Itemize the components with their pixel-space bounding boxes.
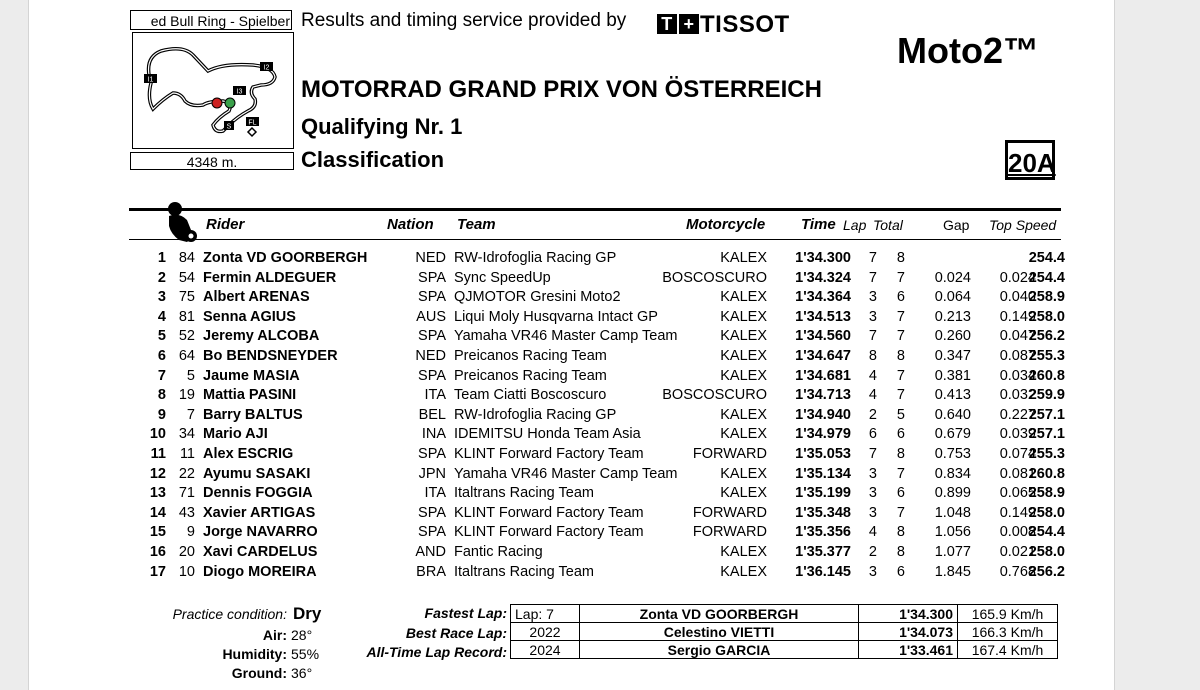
top-speed: 254.4 (1028, 524, 1065, 541)
best-lap-number: 3 (868, 485, 877, 502)
total-laps: 5 (896, 406, 905, 423)
team-name: RW-Idrofoglia Racing GP (454, 406, 617, 423)
air-value: 28° (291, 627, 313, 643)
position: 8 (157, 387, 166, 404)
air-label: Air: (262, 627, 287, 643)
total-laps: 8 (896, 544, 905, 560)
result-row (29, 368, 1114, 388)
rider-name: Xavier ARTIGAS (203, 504, 316, 521)
total-laps: 6 (896, 289, 905, 306)
lap-time: 1'34.940 (795, 406, 851, 423)
nation: BEL (418, 406, 446, 423)
rider-name: Mattia PASINI (203, 387, 297, 404)
nation: ITA (424, 387, 446, 404)
motorcycle: FORWARD (692, 504, 767, 521)
position: 4 (157, 308, 166, 325)
position: 12 (149, 465, 166, 482)
humidity-value: 55% (291, 646, 320, 662)
rider-name: Mario AJI (203, 426, 268, 443)
rider-name: Jorge NAVARRO (203, 524, 318, 541)
result-row (29, 485, 1114, 505)
event-title: MOTORRAD GRAND PRIX VON ÖSTERREICH (301, 76, 822, 103)
result-row (29, 564, 1114, 584)
nation: ITA (424, 485, 446, 502)
rider-number: 81 (178, 308, 195, 325)
rider-name: Zonta VD GOORBERGH (203, 250, 368, 266)
result-row (29, 466, 1114, 486)
gap-to-previous: 0.081 (999, 465, 1036, 482)
total-laps: 7 (896, 387, 905, 404)
document-page (28, 0, 1115, 690)
rider-name: Jeremy ALCOBA (203, 328, 320, 345)
total-laps: 8 (896, 250, 905, 266)
rider-number: 22 (178, 465, 195, 482)
best-lap-number: 3 (868, 308, 877, 325)
nation: SPA (418, 446, 446, 462)
position: 15 (149, 524, 166, 541)
rider-name: Fermin ALDEGUER (203, 269, 337, 286)
gap-to-first: 0.413 (934, 387, 971, 404)
total-laps: 7 (896, 328, 905, 345)
rider-name: Senna AGIUS (203, 308, 296, 325)
rider-number: 84 (178, 250, 195, 266)
header-bottom-rule (129, 239, 1061, 240)
nation: NED (415, 250, 446, 266)
top-speed: 254.4 (1028, 269, 1065, 286)
col-header-gap: Gap (943, 217, 970, 233)
team-name: Team Ciatti Boscoscuro (454, 387, 607, 404)
result-row (29, 348, 1114, 368)
result-row (29, 328, 1114, 348)
best-lap-number: 7 (868, 328, 877, 345)
top-speed: 260.8 (1028, 367, 1065, 384)
motorcycle: KALEX (720, 328, 767, 345)
team-name: Liqui Moly Husqvarna Intact GP (454, 308, 658, 325)
team-name: Preicanos Racing Team (454, 367, 607, 384)
result-row (29, 446, 1114, 466)
total-laps: 7 (896, 465, 905, 482)
all-time-lap-record-label: All-Time Lap Record: (366, 644, 507, 660)
document-type: Classification (301, 147, 445, 172)
svg-text:FL: FL (248, 119, 257, 127)
gap-to-previous: 0.032 (999, 387, 1036, 404)
lap-time: 1'34.364 (795, 289, 851, 306)
result-row (29, 270, 1114, 290)
nation: INA (421, 426, 446, 443)
plus-icon: + (679, 14, 699, 34)
team-name: Sync SpeedUp (454, 269, 551, 286)
rider-number: 9 (186, 524, 195, 541)
nation: SPA (418, 328, 446, 345)
team-name: KLINT Forward Factory Team (454, 524, 644, 541)
swiss-cross-icon: T (657, 14, 677, 34)
rider-name: Albert ARENAS (203, 289, 310, 306)
result-row (29, 387, 1114, 407)
rider-name: Xavi CARDELUS (203, 544, 318, 560)
position: 9 (157, 406, 166, 423)
col-header-top-speed: Top Speed (989, 217, 1057, 233)
position: 6 (157, 348, 166, 364)
position: 1 (157, 250, 166, 266)
best-lap-number: 3 (868, 465, 877, 482)
humidity-label: Humidity: (222, 646, 287, 662)
top-speed: 260.8 (1028, 465, 1065, 482)
top-speed: 257.1 (1028, 426, 1065, 443)
lap-time: 1'36.145 (795, 563, 851, 580)
total-laps: 8 (896, 348, 905, 364)
motorcycle: KALEX (720, 465, 767, 482)
lap-time: 1'35.199 (795, 485, 851, 502)
gap-to-previous: 0.034 (999, 367, 1036, 384)
rider-number: 11 (179, 446, 195, 462)
rider-number: 52 (178, 328, 195, 345)
top-speed: 258.9 (1028, 289, 1065, 306)
result-row (29, 524, 1114, 544)
team-name: Preicanos Racing Team (454, 348, 607, 364)
motorcycle: KALEX (720, 348, 767, 364)
position: 5 (157, 328, 166, 345)
top-speed: 255.3 (1028, 348, 1065, 364)
position: 10 (149, 426, 166, 443)
nation: SPA (418, 289, 446, 306)
rider-number: 54 (178, 269, 195, 286)
total-laps: 7 (896, 269, 905, 286)
gap-to-first: 0.064 (934, 289, 971, 306)
svg-text:I1: I1 (147, 76, 154, 84)
col-header-motorcycle: Motorcycle (686, 216, 766, 233)
document-code: 20A (1005, 140, 1055, 180)
svg-text:I3: I3 (236, 88, 243, 96)
timing-service-text: Results and timing service provided by (301, 10, 627, 31)
rider-name: Barry BALTUS (203, 406, 303, 423)
gap-to-first: 0.024 (934, 269, 971, 286)
gap-to-previous: 0.040 (999, 289, 1036, 306)
best-race-lap-label: Best Race Lap: (405, 625, 507, 641)
lap-time: 1'34.647 (795, 348, 851, 364)
col-header-nation: Nation (387, 216, 434, 233)
best-lap-number: 3 (868, 504, 877, 521)
position: 3 (157, 289, 166, 306)
total-laps: 6 (896, 426, 905, 443)
gap-to-first: 1.077 (934, 544, 971, 560)
rider-number: 64 (178, 348, 195, 364)
gap-to-first: 0.381 (934, 367, 971, 384)
gap-to-first: 0.834 (934, 465, 971, 482)
rider-number: 43 (178, 504, 195, 521)
lap-time: 1'34.560 (795, 328, 851, 345)
best-lap-number: 3 (868, 289, 877, 306)
records-table (510, 604, 1058, 659)
best-lap-number: 7 (868, 250, 877, 266)
team-name: Yamaha VR46 Master Camp Team (454, 465, 678, 482)
rider-name: Diogo MOREIRA (203, 563, 317, 580)
motorcycle: BOSCOSCURO (662, 269, 767, 286)
svg-text:S: S (226, 123, 232, 131)
rider-name: Alex ESCRIG (203, 446, 294, 462)
circuit-map (132, 32, 294, 149)
top-speed: 256.2 (1028, 563, 1065, 580)
nation: AUS (416, 308, 446, 325)
gap-to-previous: 0.149 (999, 504, 1036, 521)
top-speed: 258.9 (1028, 485, 1065, 502)
gap-to-previous: 0.149 (999, 308, 1036, 325)
best-lap-number: 7 (868, 269, 877, 286)
team-name: KLINT Forward Factory Team (454, 446, 644, 462)
svg-text:I2: I2 (263, 64, 270, 72)
lap-time: 1'34.513 (795, 308, 851, 325)
team-name: Fantic Racing (454, 544, 543, 560)
gap-to-first: 0.260 (934, 328, 971, 345)
result-row (29, 309, 1114, 329)
total-laps: 8 (896, 446, 905, 462)
position: 16 (149, 544, 166, 560)
gap-to-previous: 0.024 (999, 269, 1036, 286)
header-top-rule (129, 208, 1061, 211)
lap-time: 1'34.713 (795, 387, 851, 404)
record-row: 2022 Celestino VIETTI 1'34.073 166.3 Km/h (511, 623, 1058, 641)
session-name: Qualifying Nr. 1 (301, 114, 463, 139)
result-row (29, 407, 1114, 427)
col-header-time: Time (801, 216, 836, 233)
nation: SPA (418, 367, 446, 384)
position: 17 (149, 563, 166, 580)
ground-label: Ground: (231, 665, 287, 681)
lap-time: 1'35.053 (795, 446, 851, 462)
motorcycle: KALEX (720, 308, 767, 325)
motorcycle: FORWARD (692, 446, 767, 462)
motorcycle: KALEX (720, 250, 767, 266)
nation: AND (415, 544, 446, 560)
result-row (29, 505, 1114, 525)
best-lap-number: 4 (868, 524, 877, 541)
result-row (29, 250, 1114, 270)
team-name: Yamaha VR46 Master Camp Team (454, 328, 678, 345)
gap-to-previous: 0.047 (999, 328, 1036, 345)
gap-to-first: 0.679 (934, 426, 971, 443)
best-lap-number: 4 (868, 387, 877, 404)
rider-number: 34 (178, 426, 195, 443)
col-header-total: Total (873, 217, 903, 233)
best-lap-number: 6 (868, 426, 877, 443)
nation: NED (415, 348, 446, 364)
gap-to-first: 0.347 (934, 348, 971, 364)
motorcycle: BOSCOSCURO (662, 387, 767, 404)
top-speed: 258.0 (1028, 544, 1065, 560)
motorcycle: KALEX (720, 406, 767, 423)
total-laps: 7 (896, 367, 905, 384)
total-laps: 7 (896, 308, 905, 325)
team-name: Italtrans Racing Team (454, 563, 594, 580)
motorcycle: KALEX (720, 563, 767, 580)
gap-to-previous: 0.021 (999, 544, 1036, 560)
position: 13 (149, 485, 166, 502)
best-lap-number: 3 (868, 563, 877, 580)
lap-time: 1'35.348 (795, 504, 851, 521)
lap-time: 1'35.377 (795, 544, 851, 560)
rider-number: 10 (178, 563, 195, 580)
motorcycle: KALEX (720, 289, 767, 306)
col-header-team: Team (457, 216, 496, 233)
rider-name: Dennis FOGGIA (203, 485, 313, 502)
circuit-length: 4348 m. (130, 152, 294, 170)
best-lap-number: 4 (868, 367, 877, 384)
result-row (29, 426, 1114, 446)
rider-name: Bo BENDSNEYDER (203, 348, 338, 364)
lap-time: 1'34.681 (795, 367, 851, 384)
rider-name: Jaume MASIA (203, 367, 300, 384)
lap-time: 1'35.356 (795, 524, 851, 541)
gap-to-previous: 0.227 (999, 406, 1036, 423)
best-lap-number: 2 (868, 544, 877, 560)
circuit-name: ed Bull Ring - Spielber (130, 10, 292, 30)
gap-to-first: 1.056 (934, 524, 971, 541)
practice-condition-label: Practice condition: (172, 606, 287, 622)
team-name: RW-Idrofoglia Racing GP (454, 250, 617, 266)
rider-number: 19 (178, 387, 195, 404)
nation: BRA (416, 563, 446, 580)
col-header-rider: Rider (206, 216, 245, 233)
nation: JPN (418, 465, 446, 482)
motorcycle-rider-icon (161, 200, 201, 244)
practice-condition-value: Dry (293, 604, 322, 623)
gap-to-first: 1.048 (934, 504, 971, 521)
team-name: KLINT Forward Factory Team (454, 504, 644, 521)
rider-name: Ayumu SASAKI (203, 465, 311, 482)
gap-to-previous: 0.008 (999, 524, 1036, 541)
nation: SPA (418, 269, 446, 286)
position: 2 (157, 269, 166, 286)
motorcycle: KALEX (720, 485, 767, 502)
nation: SPA (418, 504, 446, 521)
gap-to-first: 0.899 (934, 485, 971, 502)
motorcycle: KALEX (720, 367, 767, 384)
col-header-lap: Lap (843, 217, 867, 233)
top-speed: 257.1 (1028, 406, 1065, 423)
rider-number: 20 (178, 544, 195, 560)
record-row: Lap: 7 Zonta VD GOORBERGH 1'34.300 165.9 Km/h (511, 605, 1058, 623)
position: 7 (157, 367, 166, 384)
nation: SPA (418, 524, 446, 541)
gap-to-first: 0.640 (934, 406, 971, 423)
top-speed: 258.0 (1028, 308, 1065, 325)
total-laps: 8 (896, 524, 905, 541)
record-row: 2024 Sergio GARCIA 1'33.461 167.4 Km/h (511, 641, 1058, 659)
best-lap-number: 8 (868, 348, 877, 364)
lap-time: 1'34.300 (795, 250, 851, 266)
result-row (29, 289, 1114, 309)
rider-number: 75 (178, 289, 195, 306)
position: 14 (149, 504, 166, 521)
top-speed: 254.4 (1028, 250, 1065, 266)
ground-value: 36° (291, 665, 313, 681)
gap-to-previous: 0.039 (999, 426, 1036, 443)
top-speed: 258.0 (1028, 504, 1065, 521)
motorcycle: KALEX (720, 544, 767, 560)
top-speed: 255.3 (1028, 446, 1065, 462)
sponsor-logo: T + TISSOT (656, 11, 790, 39)
lap-time: 1'34.324 (795, 269, 851, 286)
gap-to-previous: 0.768 (999, 563, 1036, 580)
total-laps: 6 (896, 563, 905, 580)
rider-number: 71 (178, 485, 195, 502)
gap-to-first: 0.213 (934, 308, 971, 325)
gap-to-previous: 0.074 (999, 446, 1036, 462)
total-laps: 7 (896, 504, 905, 521)
position: 11 (150, 446, 166, 462)
gap-to-first: 1.845 (934, 563, 971, 580)
class-name: Moto2™ (897, 30, 1039, 71)
gap-to-previous: 0.065 (999, 485, 1036, 502)
best-lap-number: 7 (868, 446, 877, 462)
top-speed: 256.2 (1028, 328, 1065, 345)
gap-to-previous: 0.087 (999, 348, 1036, 364)
gap-to-first: 0.753 (934, 446, 971, 462)
lap-time: 1'34.979 (795, 426, 851, 443)
best-lap-number: 2 (868, 406, 877, 423)
result-row (29, 544, 1114, 564)
fastest-lap-label: Fastest Lap: (424, 605, 507, 621)
team-name: QJMOTOR Gresini Moto2 (454, 289, 621, 306)
lap-time: 1'35.134 (795, 465, 851, 482)
team-name: IDEMITSU Honda Team Asia (454, 426, 641, 443)
motorcycle: FORWARD (692, 524, 767, 541)
top-speed: 259.9 (1028, 387, 1065, 404)
rider-number: 5 (186, 367, 195, 384)
team-name: Italtrans Racing Team (454, 485, 594, 502)
motorcycle: KALEX (720, 426, 767, 443)
rider-number: 7 (186, 406, 195, 423)
total-laps: 6 (896, 485, 905, 502)
